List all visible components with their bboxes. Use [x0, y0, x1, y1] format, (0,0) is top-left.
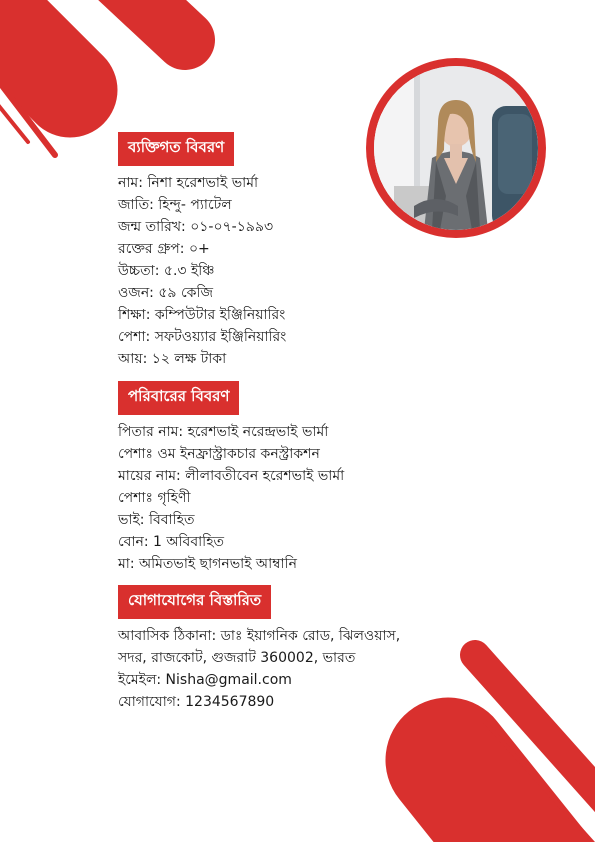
- deco-bar-bottom-large: [448, 760, 560, 842]
- deco-bar-top-small: [110, 0, 185, 40]
- personal-name: নাম: নিশা হরেশভাই ভার্মা: [118, 175, 259, 191]
- family-mother-name: মায়ের নাম: লীলাবতীবেন হরেশভাই ভার্মা: [118, 468, 345, 484]
- family-details-section: [118, 381, 344, 575]
- contact-phone[interactable]: যোগাযোগ: 1234567890: [118, 694, 275, 710]
- personal-profession: পেশা: সফটওয়্যার ইঞ্জিনিয়ারিং: [118, 329, 287, 345]
- deco-bar-top-large: [0, 0, 70, 90]
- family-sister: বোন: 1 অবিবাহিত: [118, 534, 225, 550]
- personal-education: শিক্ষা: কম্পিউটার ইঞ্জিনিয়ারিং: [118, 307, 286, 323]
- woman-portrait-icon: [374, 66, 538, 230]
- personal-birth-date: জন্ম তারিখ: ০১-০৭-১৯৯৩: [118, 219, 274, 235]
- family-brother: ভাই: বিবাহিত: [118, 512, 195, 528]
- personal-details-section: [118, 132, 286, 370]
- profile-photo-frame: [366, 58, 546, 238]
- personal-caste: জাতি: হিন্দু- প্যাটেল: [118, 197, 232, 213]
- family-details-title: পরিবারের বিবরণ: [118, 381, 239, 415]
- family-father-occupation: পেশাঃ ওম ইনফ্রাস্ট্রাকচার কনস্ট্রাকশন: [118, 446, 320, 462]
- family-maternal: মা: অমিতভাই ছাগনভাই আম্বানি: [118, 556, 297, 572]
- personal-income: আয়: ১২ লক্ষ টাকা: [118, 351, 227, 367]
- personal-weight: ওজন: ৫৯ কেজি: [118, 285, 213, 301]
- family-father-name: পিতার নাম: হরেশভাই নরেন্দ্রভাই ভার্মা: [118, 424, 329, 440]
- personal-details-title: ব্যক্তিগত বিবরণ: [118, 132, 234, 166]
- contact-details-section: [118, 585, 400, 713]
- family-mother-occupation: পেশাঃ গৃহিণী: [118, 490, 191, 506]
- contact-address-line-1: আবাসিক ঠিকানা: ডাঃ ইয়াগনিক রোড, ঝিলওয়াস,: [118, 628, 401, 644]
- contact-address-line-2: সদর, রাজকোট, গুজরাট 360002, ভারত: [118, 650, 356, 666]
- contact-details-title: যোগাযোগের বিস্তারিত: [118, 585, 271, 619]
- personal-height: উচ্চতা: ৫.৩ ইঞ্চি: [118, 263, 215, 279]
- contact-email[interactable]: ইমেইল: Nisha@gmail.com: [118, 672, 292, 688]
- personal-blood-group: রক্তের গ্রুপ: ০+: [118, 241, 210, 257]
